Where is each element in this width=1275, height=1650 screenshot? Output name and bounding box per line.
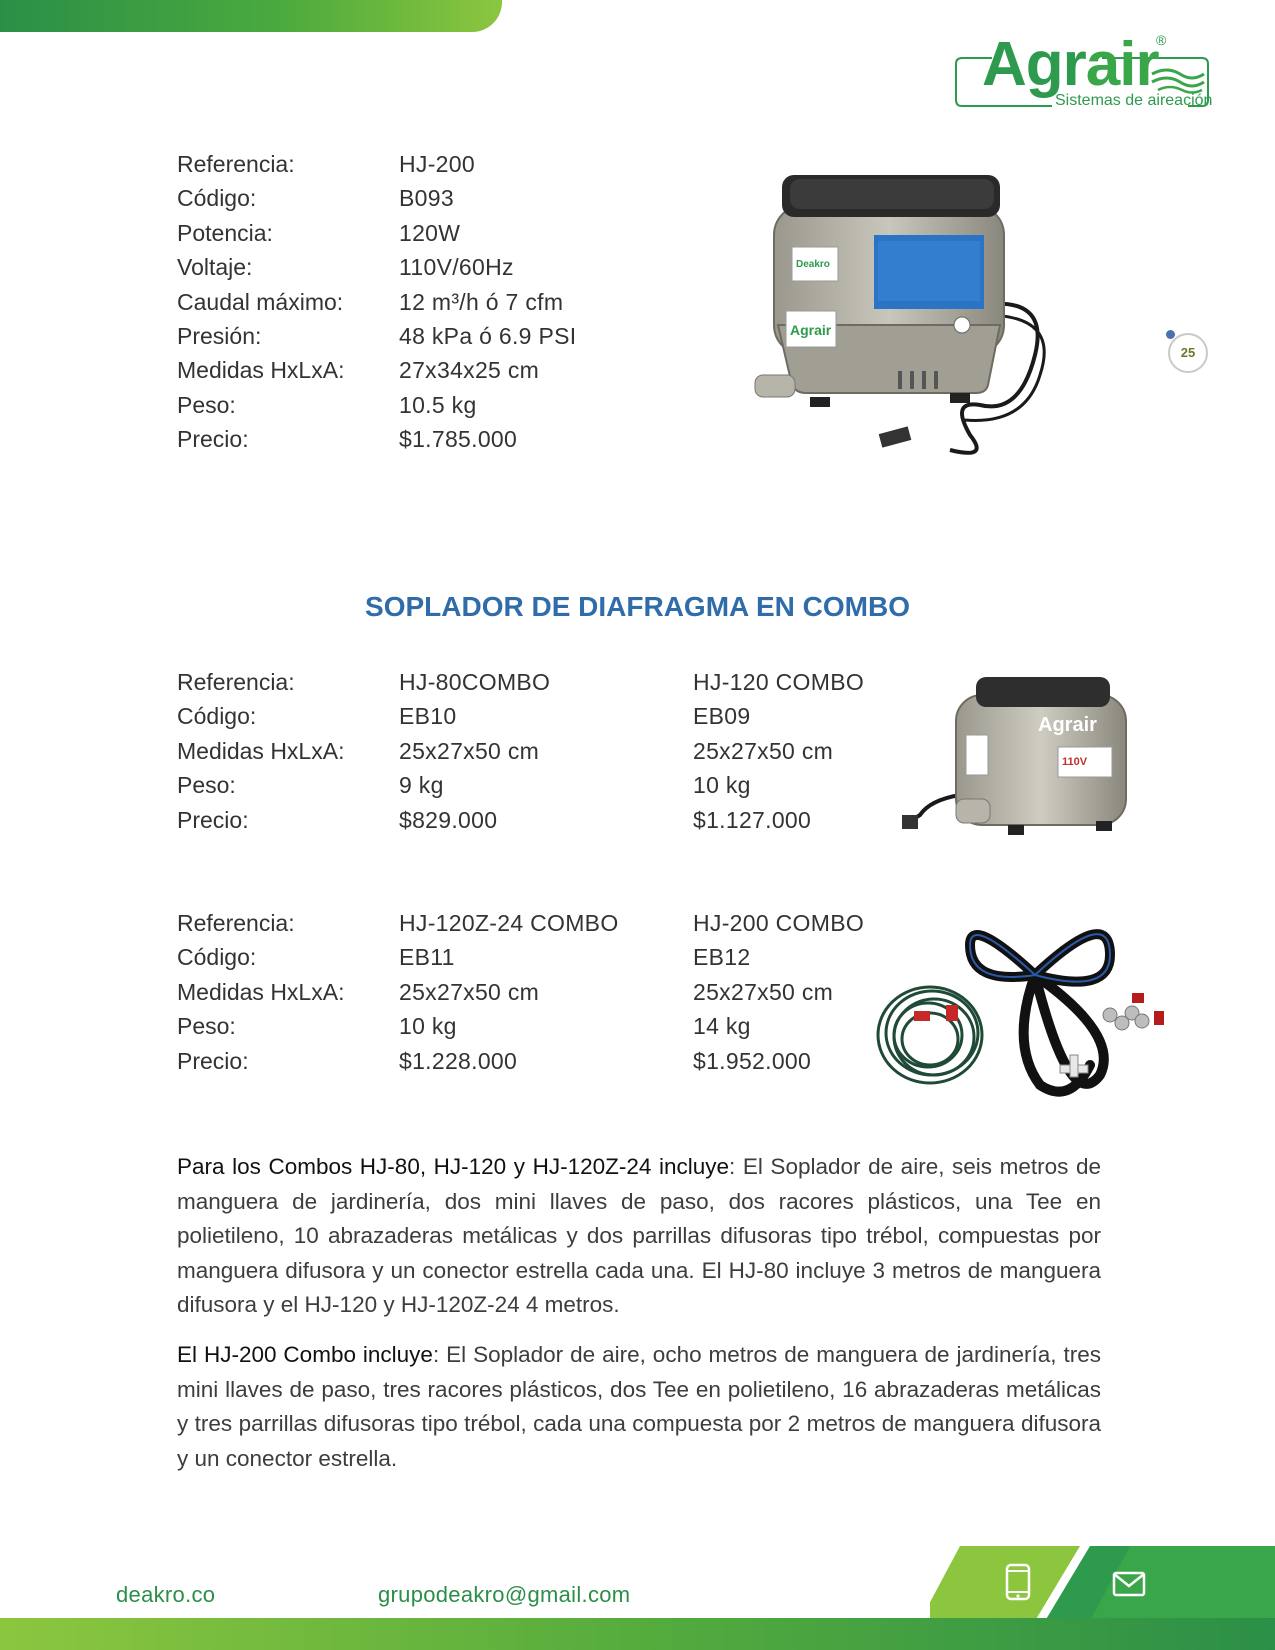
table-row — [177, 906, 864, 940]
email-icon[interactable] — [1112, 1571, 1146, 1597]
image-brand-label: Agrair — [1038, 714, 1097, 736]
row-label: Código: — [177, 703, 257, 730]
spec-label: Medidas HxLxA: — [177, 357, 345, 384]
combo-includes-paragraph-2 — [177, 1338, 1101, 1476]
row-label: Precio: — [177, 806, 249, 833]
cell-combo-a: HJ-80COMBO — [399, 669, 551, 695]
row-label: Peso: — [177, 772, 236, 799]
spec-value: B093 — [399, 185, 454, 212]
row-label: Medidas HxLxA: — [177, 737, 345, 764]
spec-label: Peso: — [177, 391, 236, 418]
spec-row — [177, 319, 576, 353]
spec-row — [177, 216, 576, 250]
spec-label: Código: — [177, 185, 257, 212]
cell-combo-a: 25x27x50 cm — [399, 737, 540, 764]
page-badge-dot — [1166, 330, 1175, 339]
cell-combo-b: $1.127.000 — [693, 806, 812, 833]
spec-value: $1.785.000 — [399, 426, 518, 453]
spec-row — [177, 388, 576, 422]
spec-row — [177, 285, 576, 319]
image-brand-label-2: Deakro — [796, 259, 830, 270]
cell-combo-a: 25x27x50 cm — [399, 978, 540, 1005]
footer-accent-bar — [0, 1618, 1275, 1650]
cell-combo-a: $1.228.000 — [399, 1047, 518, 1074]
logo-registered-mark: ® — [1156, 32, 1167, 48]
table-row — [177, 975, 864, 1009]
spec-value: 12 m³/h ó 7 cfm — [399, 288, 564, 315]
spec-row — [177, 147, 576, 181]
table-row — [177, 1044, 864, 1078]
cell-combo-a: EB11 — [399, 944, 455, 971]
header-accent-bar — [0, 0, 502, 32]
paragraph-lead: El HJ-200 Combo incluye — [177, 1342, 433, 1367]
spec-label: Precio: — [177, 426, 249, 453]
combo-table-1 — [177, 665, 864, 837]
cell-combo-b: 25x27x50 cm — [693, 737, 834, 764]
row-label: Referencia: — [177, 910, 295, 936]
page-number-badge: 25 — [1168, 333, 1208, 373]
footer-contact-shapes — [930, 1546, 1275, 1621]
row-label: Referencia: — [177, 669, 295, 695]
cell-combo-b: HJ-200 COMBO — [693, 910, 865, 936]
spec-value: 10.5 kg — [399, 391, 477, 418]
paragraph-body: : El Soplador de aire, ocho metros de manguera de jardinería, tres mini llaves de paso, tres racores plásticos, dos Tee en polietileno, 16 abrazaderas metálicas y tres parrillas difusoras tipo trébol, cada una compuesta por 2 metros de manguera difusora y un conector estrella. — [177, 1342, 1101, 1471]
cell-combo-b: HJ-120 COMBO — [693, 669, 865, 695]
paragraph-lead: Para los Combos HJ-80, HJ-120 y HJ-120Z-24 incluye — [177, 1154, 730, 1179]
table-row — [177, 803, 864, 837]
row-label: Medidas HxLxA: — [177, 978, 345, 1005]
table-row — [177, 734, 864, 768]
row-label: Código: — [177, 944, 257, 971]
hj200-blower-image — [750, 175, 1100, 475]
table-row — [177, 699, 864, 733]
image-brand-label: Agrair — [790, 322, 832, 338]
combo-table-2 — [177, 906, 864, 1078]
spec-row — [177, 181, 576, 215]
spec-value: 48 kPa ó 6.9 PSI — [399, 322, 577, 349]
cell-combo-b: EB09 — [693, 703, 751, 730]
hj200-spec-list — [177, 147, 576, 457]
row-label: Peso: — [177, 1013, 236, 1040]
spec-label: Voltaje: — [177, 254, 253, 281]
spec-value: 27x34x25 cm — [399, 357, 540, 384]
cell-combo-b: 25x27x50 cm — [693, 978, 834, 1005]
row-label: Precio: — [177, 1047, 249, 1074]
cell-combo-b: EB12 — [693, 944, 751, 971]
table-row — [177, 940, 864, 974]
footer-website-link[interactable]: deakro.co — [116, 1582, 216, 1607]
section-title: SOPLADOR DE DIAFRAGMA EN COMBO — [365, 591, 910, 622]
footer-email-link[interactable]: grupodeakro@gmail.com — [378, 1582, 631, 1607]
spec-row — [177, 422, 576, 456]
paragraph-body: : El Soplador de aire, seis metros de manguera de jardinería, dos mini llaves de paso, dos racores plásticos, una Tee en polietileno, 10 abrazaderas metálicas y dos parrillas difusoras tipo trébol, compuestas por manguera difusora y un conector estrella cada una. El HJ-80 incluye 3 metros de manguera difusora y el HJ-120 y HJ-120Z-24 4 metros. — [177, 1154, 1101, 1318]
spec-label: Potencia: — [177, 219, 273, 246]
logo-tagline: Sistemas de aireación — [1055, 92, 1213, 109]
agrair-logo — [952, 30, 1222, 118]
cell-combo-a: HJ-120Z-24 COMBO — [399, 910, 619, 936]
spec-label: Presión: — [177, 322, 262, 349]
combo-includes-paragraph-1 — [177, 1150, 1101, 1323]
cell-combo-a: 9 kg — [399, 772, 444, 799]
cell-combo-b: 10 kg — [693, 772, 751, 799]
spec-value: 120W — [399, 219, 461, 246]
spec-label: Referencia: — [177, 151, 295, 177]
spec-row — [177, 353, 576, 387]
logo-wordmark: Agrair — [982, 30, 1159, 99]
spec-label: Caudal máximo: — [177, 288, 344, 315]
spec-value: HJ-200 — [399, 151, 475, 177]
image-voltage-label: 110V — [1062, 756, 1088, 768]
cell-combo-a: EB10 — [399, 703, 457, 730]
table-row — [177, 1009, 864, 1043]
phone-icon[interactable] — [1004, 1563, 1034, 1603]
cell-combo-a: $829.000 — [399, 806, 498, 833]
combo-blower-image — [900, 675, 1140, 860]
table-row — [177, 768, 864, 802]
cell-combo-b: 14 kg — [693, 1013, 751, 1040]
spec-row — [177, 250, 576, 284]
spec-value: 110V/60Hz — [399, 254, 514, 281]
cell-combo-a: 10 kg — [399, 1013, 457, 1040]
table-row — [177, 665, 864, 699]
combo-kit-image — [870, 915, 1180, 1105]
cell-combo-b: $1.952.000 — [693, 1047, 812, 1074]
